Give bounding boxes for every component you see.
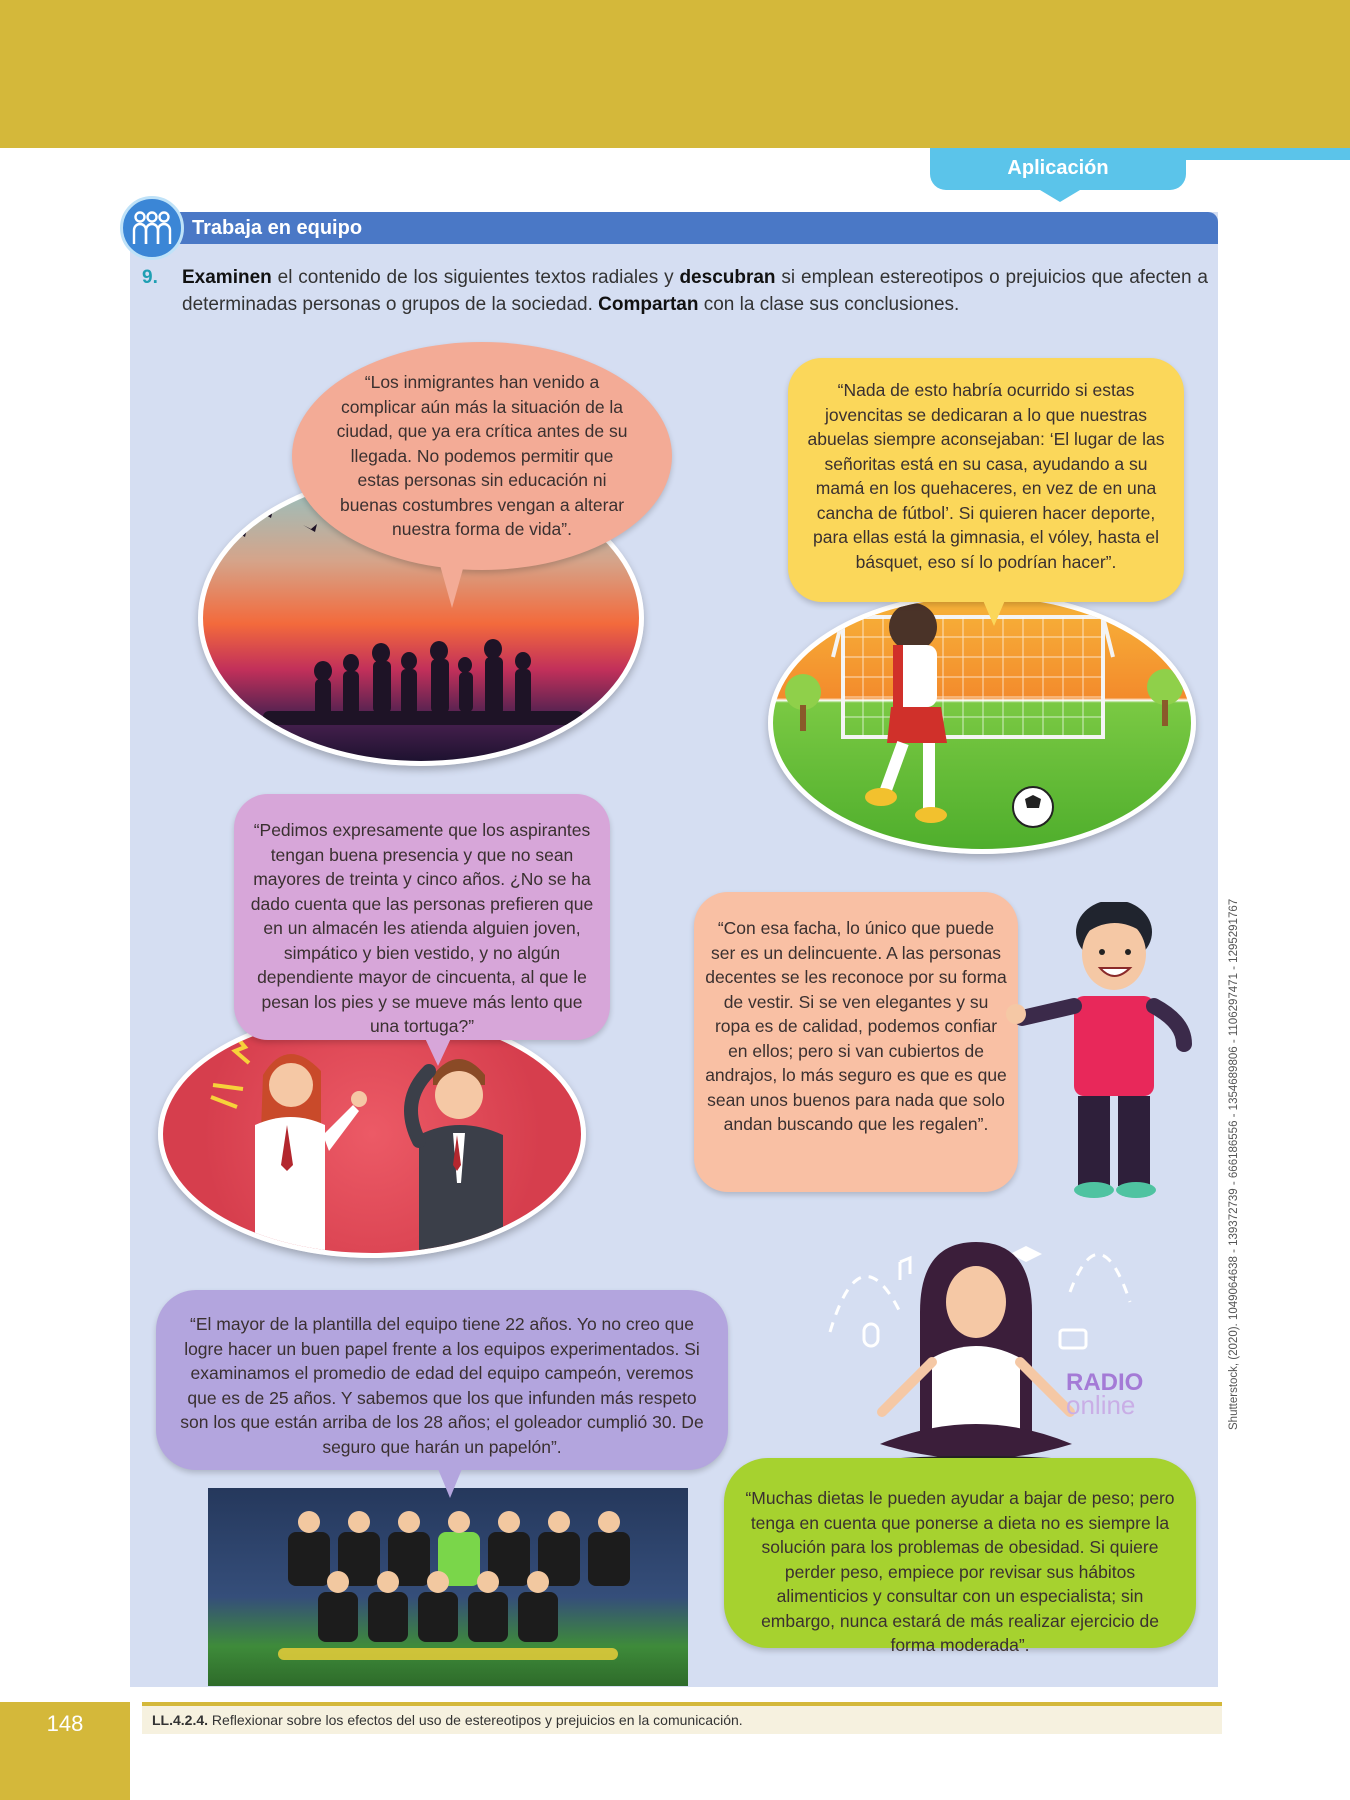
page-number (0, 1702, 130, 1800)
smiling-boy-illustration (998, 902, 1198, 1204)
quote-text-girls-soccer: “Nada de esto habría ocurrido si estas jovencitas se dedicaran a lo que nuestras abuelas siempre aconsejaban: ‘El lugar de las señoritas está en su casa, ayudando a su mamá en los quehaceres, en vez de en una cancha de fútbol’. Si quieren hacer deporte, para ellas está la gimnasia, el vóley, hasta el básquet, eso sí lo podrían hacer”. (807, 380, 1165, 572)
argument-graphic (163, 1015, 581, 1253)
quote-text-immigrants: “Los inmigrantes han venido a complicar aún más la situación de la ciudad, que ya era crítica antes de su llegada. No podemos permitir que estas personas sin educación ni buenas costumbres vengan a alterar nuestra forma de vida”. (336, 372, 628, 539)
image-credit (1228, 898, 1248, 1450)
girl-soccer-illustration (768, 592, 1196, 854)
boy-graphic (998, 902, 1198, 1204)
instruction-verb-examine: Examinen (182, 267, 272, 288)
instruction-text (182, 264, 1208, 318)
quote-text-appearance: “Con esa facha, lo único que puede ser es un delincuente. A las personas decentes se les reconoce por su forma de vestir. Si se ven elegantes y su ropa es de calidad, podemos confiar en ellos; pero si van cubiertos de andrajos, lo más seguro es que es que sean unos buenos para nada que solo andan buscando que les regalen”. (705, 918, 1007, 1134)
activity-title (160, 212, 1218, 244)
quote-bubble-diets (724, 1458, 1196, 1655)
bubble-tail-immigrants (438, 558, 466, 608)
team-graphic (208, 1488, 688, 1686)
football-team-photo (208, 1488, 688, 1686)
footer-skill (142, 1706, 1222, 1734)
page-number-text: 148 (46, 1711, 84, 1736)
team-glyph (130, 208, 174, 248)
quote-text-diets: “Muchas dietas le pueden ayudar a bajar de peso; pero tenga en cuenta que ponerse a dieta no es siempre la solución para los problemas de obesidad. Si quiere perder peso, empiece por revisar sus hábitos alimenticios y consultar con un especialista; sin embargo, nunca estará de más realizar ejercicio de forma moderada”. (745, 1488, 1175, 1655)
radio-logo-line1: RADIO (1066, 1369, 1144, 1396)
radio-logo (1066, 1369, 1166, 1420)
radio-host-graphic (820, 1232, 1160, 1472)
quote-text-football-team: “El mayor de la plantilla del equipo tiene 22 años. Yo no creo que logre hacer un buen papel frente a los equipos experimentados. Si examinamos el promedio de edad del equipo campeón, veremos que es de 25 años. Y sabemos que los que infunden más respeto son los que están arriba de los 28 años; el goleador cumplió 30. De seguro que harán un papelón”. (180, 1314, 704, 1457)
section-tag: Aplicación (930, 148, 1186, 190)
instruction-part-3: con la clase sus conclusiones. (698, 294, 960, 315)
activity-title-text: Trabaja en equipo (192, 217, 363, 239)
top-color-band (0, 0, 1350, 148)
instruction-part-1: el contenido de los siguientes textos radiales y (271, 267, 680, 288)
section-tag-pointer (1040, 190, 1080, 202)
bubble-tail-job-applicants (424, 1036, 452, 1066)
quote-bubble-football-team (156, 1290, 728, 1470)
image-credit-text: Shutterstock, (2020). 1049064638 - 139372739 - 666186556 - 1354689806 - 1106297471 - 1295291767 (1228, 898, 1240, 1430)
quote-text-job-applicants: “Pedimos expresamente que los aspirantes tengan buena presencia y que no sean mayores de treinta y cinco años. ¿No se ha dado cuenta que las personas prefieren que en un almacén les atienda alguien joven, simpático y bien vestido, y no algún dependiente mayor de cincuenta, al que le pesan los pies y se mueve más lento que una tortuga?” (250, 820, 594, 1036)
instruction-part-2: si emplean estereotipos o prejuicios que afecten a determinadas personas o grupos de la sociedad. (182, 267, 1208, 315)
quote-bubble-girls-soccer (788, 358, 1184, 602)
skill-text: Reflexionar sobre los efectos del uso de estereotipos y prejuicios en la comunicación. (208, 1712, 743, 1728)
radio-logo-line2: online (1066, 1390, 1136, 1420)
soccer-graphic (773, 597, 1191, 849)
quote-bubble-immigrants (292, 342, 672, 570)
instruction-verb-share: Compartan (598, 294, 699, 315)
office-argument-illustration (158, 1010, 586, 1258)
team-icon (120, 196, 184, 260)
bubble-tail-girls-soccer (982, 598, 1006, 626)
bubble-tail-football-team (436, 1464, 464, 1498)
radio-host-illustration (820, 1232, 1160, 1472)
instruction-verb-discover: descubran (679, 267, 776, 288)
instruction-number: 9. (142, 267, 158, 288)
quote-bubble-appearance (694, 892, 1018, 1192)
quote-bubble-job-applicants (234, 794, 610, 1040)
skill-code: LL.4.2.4. (152, 1712, 209, 1728)
instruction (142, 264, 1208, 318)
